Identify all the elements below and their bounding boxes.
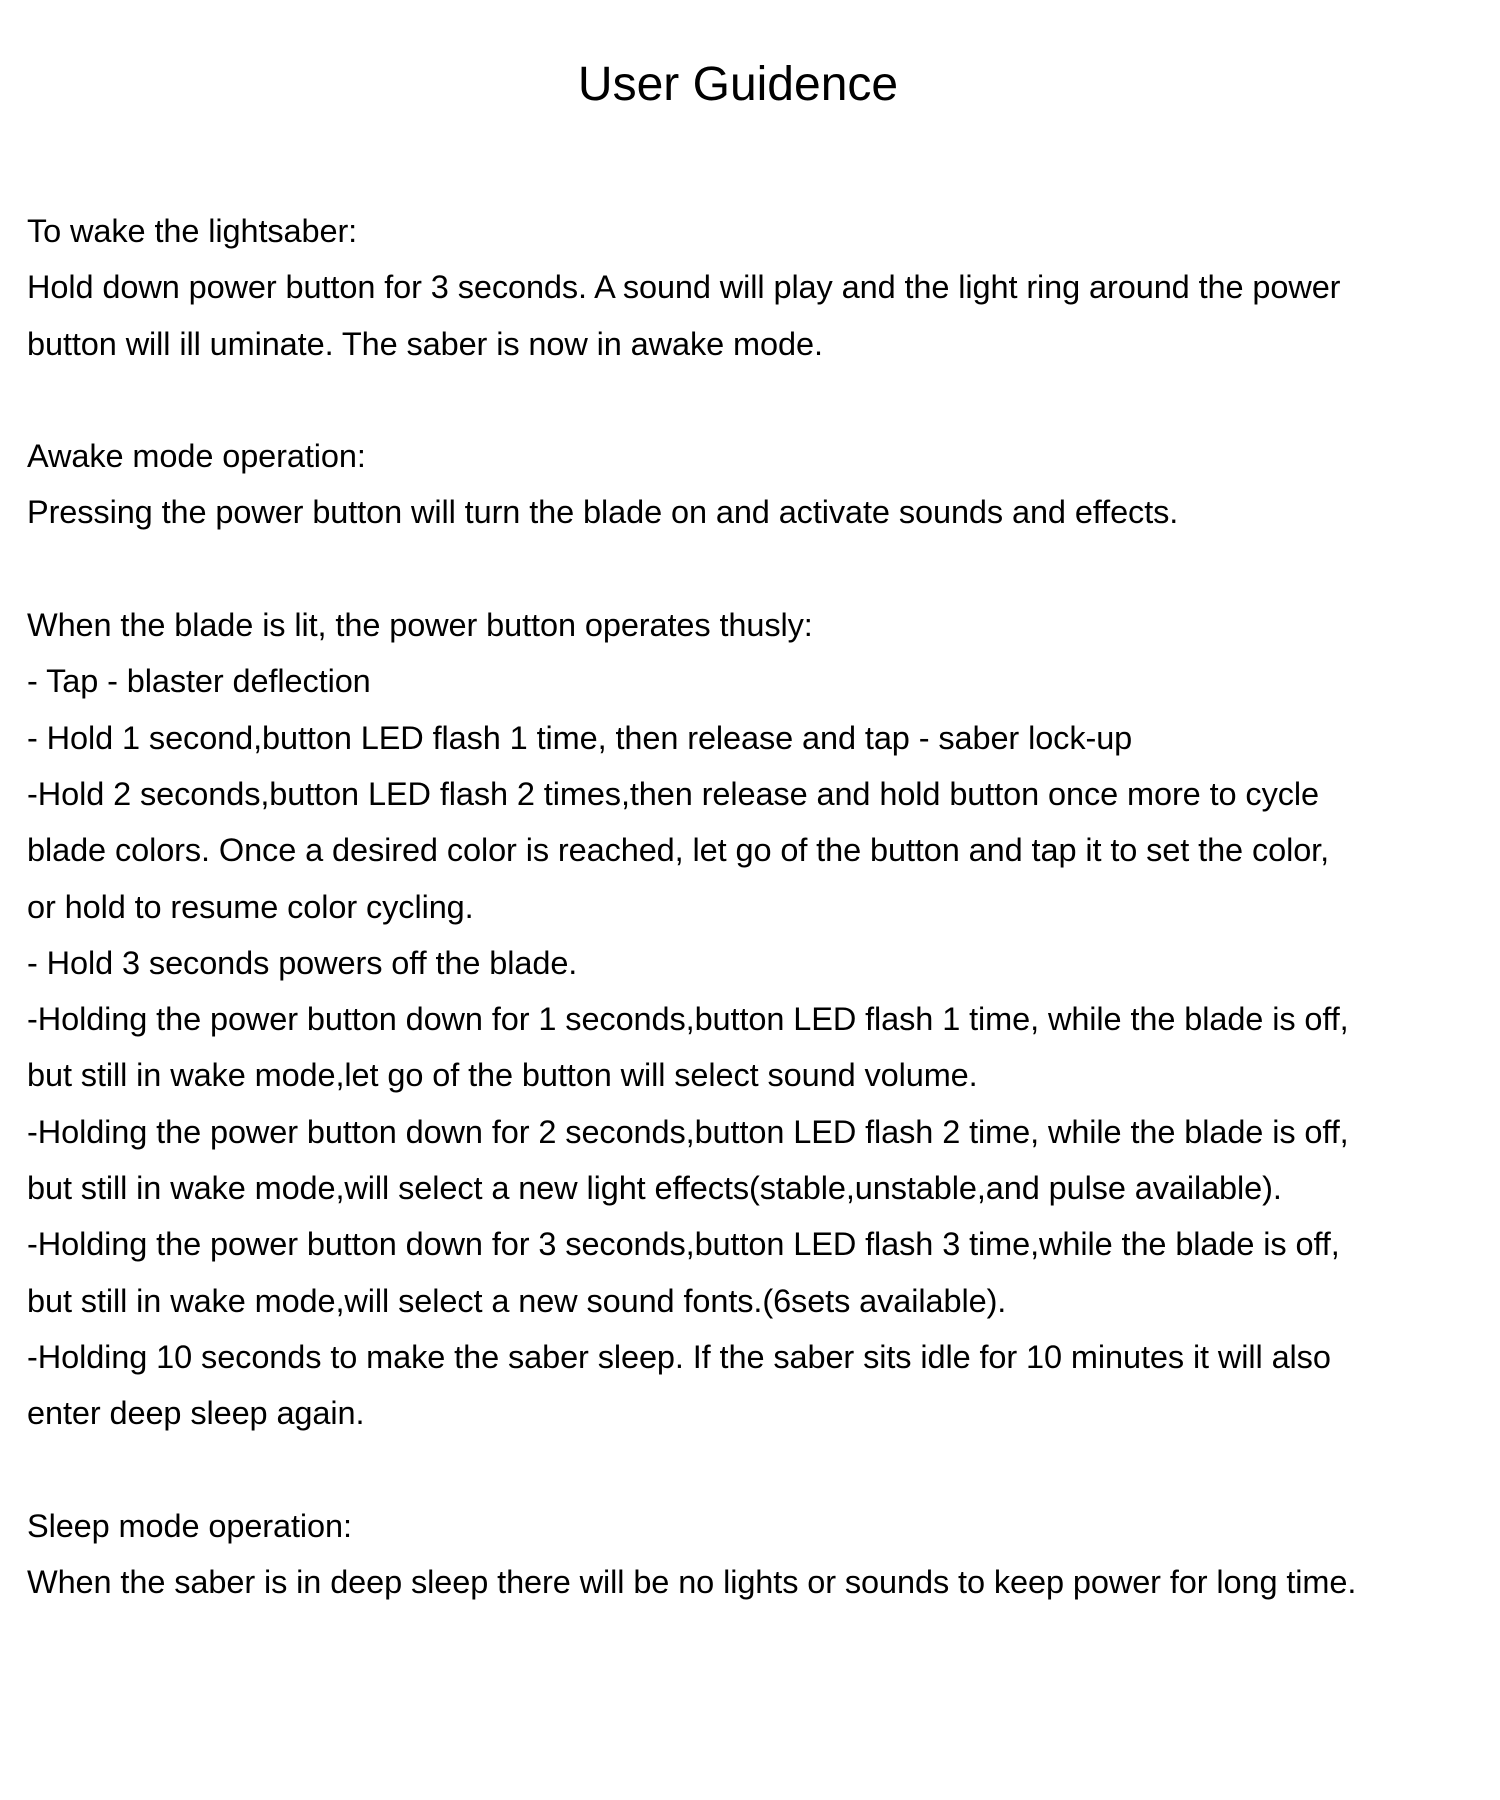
paragraph-line: Hold down power button for 3 seconds. A sound will play and the light ring around the power: [27, 269, 1341, 306]
list-item: - Hold 1 second,button LED flash 1 time, then release and tap - saber lock-up: [27, 719, 1133, 756]
list-item: but still in wake mode,let go of the button will select sound volume.: [27, 1057, 978, 1094]
section-heading: When the blade is lit, the power button operates thusly:: [27, 607, 813, 644]
section-awake-mode: [27, 428, 1487, 541]
spacer: [27, 541, 1487, 597]
paragraph-line: button will ill uminate. The saber is now in awake mode.: [27, 325, 823, 362]
list-item: enter deep sleep again.: [27, 1395, 365, 1432]
list-item: blade colors. Once a desired color is reached, let go of the button and tap it to set the color,: [27, 832, 1330, 869]
list-item: - Hold 3 seconds powers off the blade.: [27, 944, 578, 981]
list-item: -Hold 2 seconds,button LED flash 2 times,then release and hold button once more to cycle: [27, 775, 1319, 812]
list-item: -Holding the power button down for 1 seconds,button LED flash 1 time, while the blade is off,: [27, 1001, 1349, 1038]
spacer: [27, 1442, 1487, 1498]
list-item: -Holding the power button down for 2 seconds,button LED flash 2 time, while the blade is off,: [27, 1113, 1349, 1150]
section-heading: Awake mode operation:: [27, 438, 366, 475]
paragraph-line: When the saber is in deep sleep there will be no lights or sounds to keep power for long time.: [27, 1564, 1357, 1601]
spacer: [27, 372, 1487, 428]
section-sleep-mode: [27, 1498, 1487, 1611]
document-body: [27, 203, 1487, 1610]
section-heading: To wake the lightsaber:: [27, 213, 358, 249]
list-item: - Tap - blaster deflection: [27, 663, 371, 700]
list-item: or hold to resume color cycling.: [27, 888, 474, 925]
list-item: -Holding 10 seconds to make the saber sleep. If the saber sits idle for 10 minutes it will also: [27, 1338, 1331, 1375]
section-blade-lit: [27, 597, 1487, 1441]
page-title: User Guidence: [577, 58, 899, 111]
section-heading: Sleep mode operation:: [27, 1507, 352, 1544]
section-wake: [27, 203, 1487, 372]
list-item: but still in wake mode,will select a new sound fonts.(6sets available).: [27, 1282, 1007, 1319]
list-item: -Holding the power button down for 3 seconds,button LED flash 3 time,while the blade is off,: [27, 1226, 1340, 1263]
list-item: but still in wake mode,will select a new light effects(stable,unstable,and pulse available).: [27, 1170, 1282, 1207]
paragraph-line: Pressing the power button will turn the blade on and activate sounds and effects.: [27, 494, 1179, 531]
